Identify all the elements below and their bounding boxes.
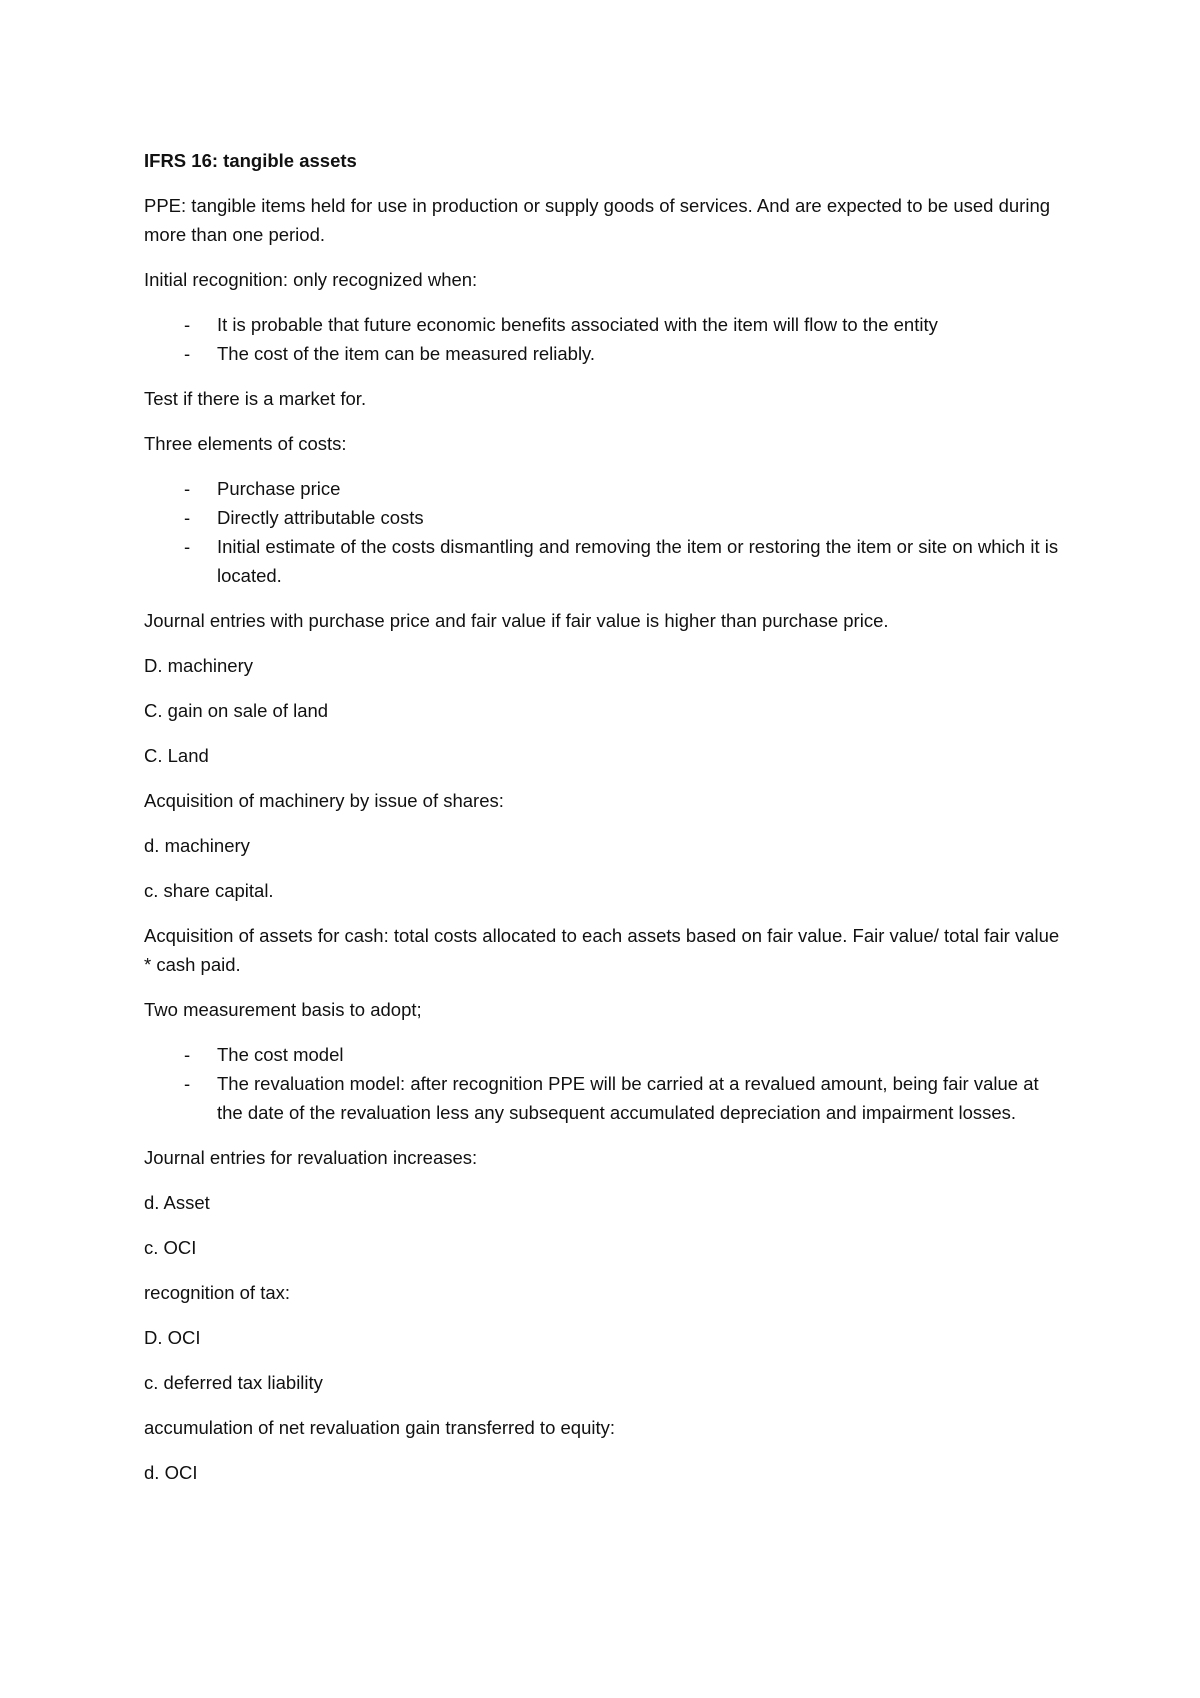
document-title: IFRS 16: tangible assets — [144, 150, 357, 171]
recognition-criteria-list — [144, 310, 1060, 368]
acquisition-cash-text: Acquisition of assets for cash: total costs allocated to each assets based on fair value. Fair value/ total fair value * cash paid. — [144, 925, 1060, 975]
list-item: - The cost of the item can be measured reliably. — [184, 343, 596, 364]
initial-recognition-heading: Initial recognition: only recognized when: — [144, 269, 478, 290]
recognition-tax-heading: recognition of tax: — [144, 1282, 291, 1303]
journal-entry: d. OCI — [144, 1462, 198, 1483]
list-item: - Initial estimate of the costs dismantling and removing the item or restoring the item or site on which it is located. — [184, 536, 1059, 586]
journal-revaluation-heading: Journal entries for revaluation increases: — [144, 1147, 478, 1168]
journal-entry: d. Asset — [144, 1192, 210, 1213]
cost-elements-list — [144, 474, 1060, 590]
cost-elements-heading: Three elements of costs: — [144, 433, 347, 454]
list-item: - The cost model — [184, 1044, 344, 1065]
journal-entry: c. deferred tax liability — [144, 1372, 323, 1393]
journal-entry: c. share capital. — [144, 880, 274, 901]
journal-entry: D. OCI — [144, 1327, 201, 1348]
market-test-text: Test if there is a market for. — [144, 388, 367, 409]
models-list — [144, 1040, 1060, 1127]
accumulation-heading: accumulation of net revaluation gain transferred to equity: — [144, 1417, 616, 1438]
journal-entry: d. machinery — [144, 835, 250, 856]
journal-entry: c. OCI — [144, 1237, 197, 1258]
acquisition-shares-heading: Acquisition of machinery by issue of shares: — [144, 790, 504, 811]
list-item: - Directly attributable costs — [184, 507, 424, 528]
ppe-definition: PPE: tangible items held for use in production or supply goods of services. And are expected to be used during more than one period. — [144, 195, 1051, 245]
journal-entry: C. gain on sale of land — [144, 700, 329, 721]
list-item: - The revaluation model: after recognition PPE will be carried at a revalued amount, being fair value at the date of the revaluation less any subsequent accumulated depreciation and impairment losses. — [184, 1073, 1039, 1123]
journal-entry: C. Land — [144, 745, 209, 766]
list-item: - Purchase price — [184, 478, 341, 499]
journal-purchase-text: Journal entries with purchase price and fair value if fair value is higher than purchase price. — [144, 610, 889, 631]
list-item: - It is probable that future economic benefits associated with the item will flow to the entity — [184, 314, 938, 335]
measurement-basis-heading: Two measurement basis to adopt; — [144, 999, 422, 1020]
journal-entry: D. machinery — [144, 655, 253, 676]
